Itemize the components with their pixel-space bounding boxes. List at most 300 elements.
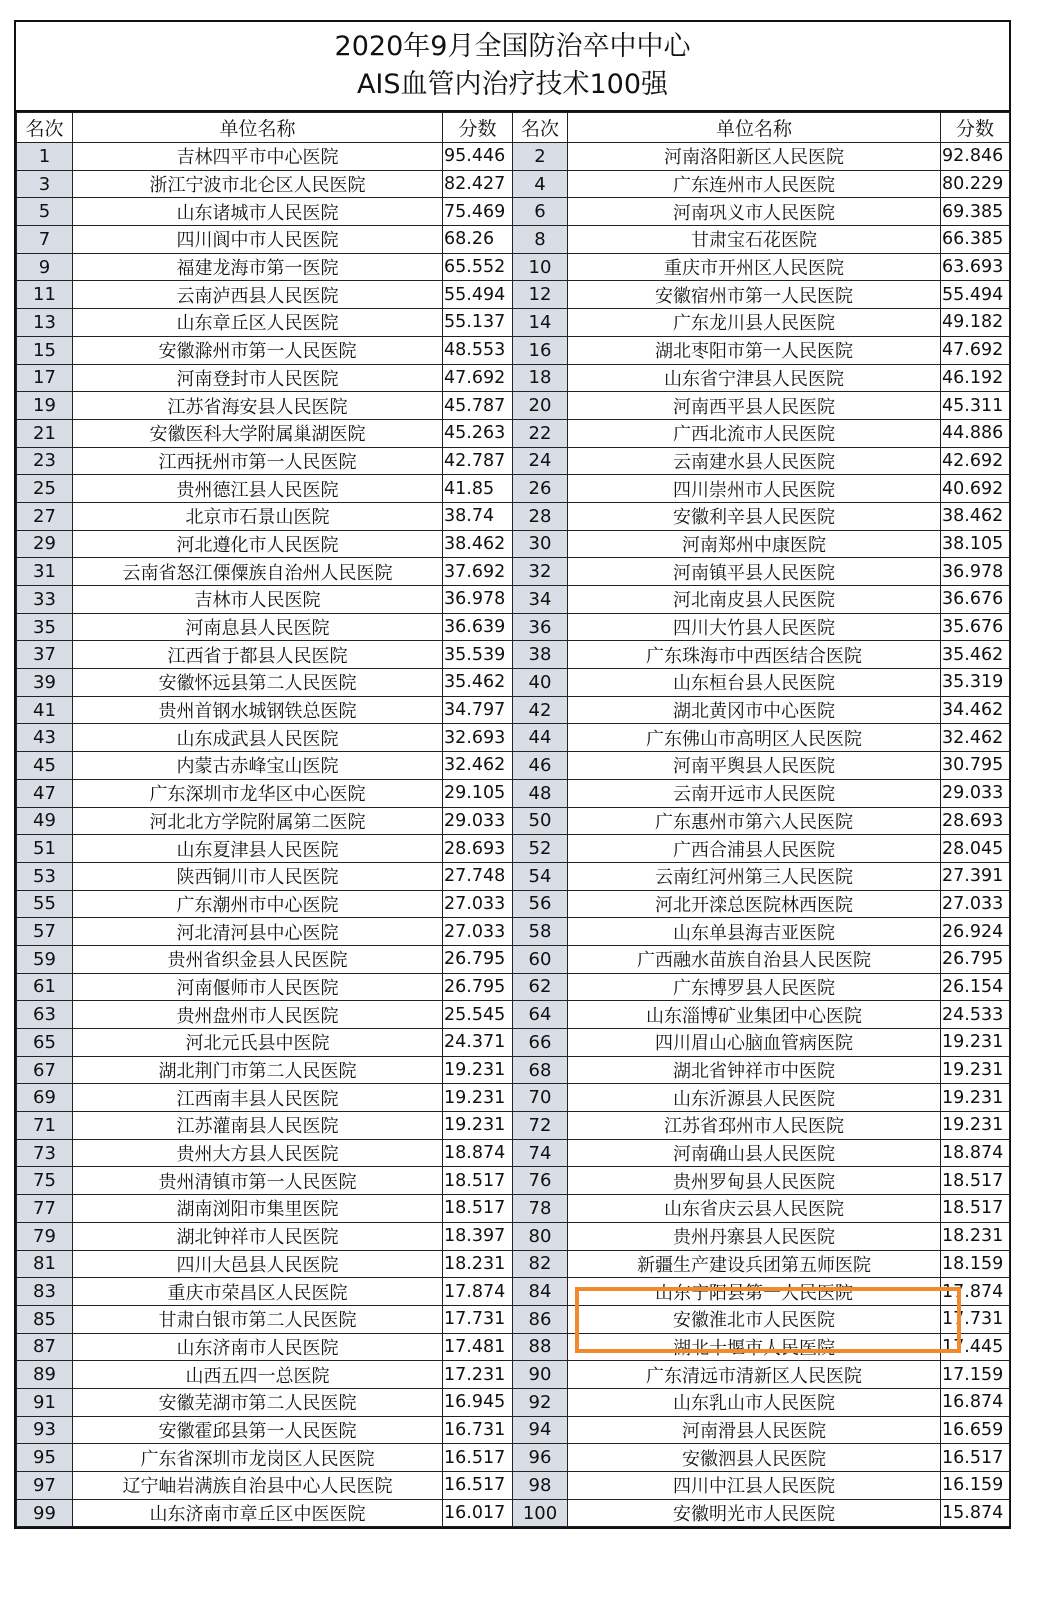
hospital-name-cell: 安徽霍邱县第一人民医院 bbox=[73, 1416, 443, 1444]
table-row bbox=[17, 226, 1010, 254]
rank-cell: 100 bbox=[513, 1499, 568, 1527]
score-cell: 42.787 bbox=[443, 447, 513, 475]
hospital-name-cell: 广东清远市清新区人民医院 bbox=[568, 1361, 941, 1389]
hospital-name-cell: 甘肃白银市第二人民医院 bbox=[73, 1305, 443, 1333]
rank-cell: 58 bbox=[513, 918, 568, 946]
hospital-name-cell: 四川大邑县人民医院 bbox=[73, 1250, 443, 1278]
hospital-name-cell: 陕西铜川市人民医院 bbox=[73, 862, 443, 890]
hospital-name-cell: 广东连州市人民医院 bbox=[568, 170, 941, 198]
rank-cell: 40 bbox=[513, 669, 568, 697]
rank-cell: 13 bbox=[17, 309, 73, 337]
rank-cell: 36 bbox=[513, 613, 568, 641]
score-cell: 35.676 bbox=[941, 613, 1010, 641]
table-row bbox=[17, 835, 1010, 863]
table-row bbox=[17, 1139, 1010, 1167]
score-cell: 80.229 bbox=[941, 170, 1010, 198]
hospital-name-cell: 安徽利辛县人民医院 bbox=[568, 502, 941, 530]
table-row bbox=[17, 558, 1010, 586]
score-cell: 63.693 bbox=[941, 253, 1010, 281]
score-cell: 32.693 bbox=[443, 724, 513, 752]
rank-cell: 2 bbox=[513, 143, 568, 171]
score-cell: 41.85 bbox=[443, 475, 513, 503]
score-cell: 18.517 bbox=[443, 1167, 513, 1195]
rank-cell: 11 bbox=[17, 281, 73, 309]
score-cell: 17.874 bbox=[941, 1278, 1010, 1306]
rank-cell: 89 bbox=[17, 1361, 73, 1389]
table-row bbox=[17, 1084, 1010, 1112]
score-cell: 75.469 bbox=[443, 198, 513, 226]
rank-cell: 81 bbox=[17, 1250, 73, 1278]
score-cell: 27.033 bbox=[443, 890, 513, 918]
score-cell: 45.787 bbox=[443, 392, 513, 420]
table-row bbox=[17, 1361, 1010, 1389]
score-cell: 19.231 bbox=[443, 1056, 513, 1084]
score-cell: 17.874 bbox=[443, 1278, 513, 1306]
score-cell: 42.692 bbox=[941, 447, 1010, 475]
rank-cell: 98 bbox=[513, 1472, 568, 1500]
table-row bbox=[17, 641, 1010, 669]
score-cell: 35.539 bbox=[443, 641, 513, 669]
rank-cell: 46 bbox=[513, 752, 568, 780]
rank-cell: 78 bbox=[513, 1195, 568, 1223]
score-cell: 66.385 bbox=[941, 226, 1010, 254]
score-cell: 19.231 bbox=[941, 1112, 1010, 1140]
score-cell: 18.231 bbox=[941, 1222, 1010, 1250]
hospital-name-cell: 河北元氏县中医院 bbox=[73, 1029, 443, 1057]
hospital-name-cell: 安徽泗县人民医院 bbox=[568, 1444, 941, 1472]
score-cell: 36.978 bbox=[443, 586, 513, 614]
table-row bbox=[17, 364, 1010, 392]
hospital-name-cell: 河北清河县中心医院 bbox=[73, 918, 443, 946]
rank-cell: 26 bbox=[513, 475, 568, 503]
score-cell: 44.886 bbox=[941, 419, 1010, 447]
table-row bbox=[17, 669, 1010, 697]
hospital-name-cell: 山东淄博矿业集团中心医院 bbox=[568, 1001, 941, 1029]
hospital-name-cell: 重庆市荣昌区人民医院 bbox=[73, 1278, 443, 1306]
hospital-name-cell: 江西省于都县人民医院 bbox=[73, 641, 443, 669]
table-row bbox=[17, 1333, 1010, 1361]
hospital-name-cell: 四川阆中市人民医院 bbox=[73, 226, 443, 254]
score-cell: 26.795 bbox=[941, 945, 1010, 973]
score-cell: 47.692 bbox=[443, 364, 513, 392]
hospital-name-cell: 山西五四一总医院 bbox=[73, 1361, 443, 1389]
hospital-name-cell: 广东龙川县人民医院 bbox=[568, 309, 941, 337]
score-cell: 17.231 bbox=[443, 1361, 513, 1389]
rank-cell: 37 bbox=[17, 641, 73, 669]
hospital-name-cell: 河南巩义市人民医院 bbox=[568, 198, 941, 226]
score-cell: 24.371 bbox=[443, 1029, 513, 1057]
score-cell: 28.045 bbox=[941, 835, 1010, 863]
hospital-name-cell: 山东省宁津县人民医院 bbox=[568, 364, 941, 392]
rank-cell: 44 bbox=[513, 724, 568, 752]
hospital-name-cell: 江西抚州市第一人民医院 bbox=[73, 447, 443, 475]
score-cell: 17.731 bbox=[941, 1305, 1010, 1333]
rank-cell: 62 bbox=[513, 973, 568, 1001]
hospital-name-cell: 江西南丰县人民医院 bbox=[73, 1084, 443, 1112]
hospital-name-cell: 山东夏津县人民医院 bbox=[73, 835, 443, 863]
rank-cell: 17 bbox=[17, 364, 73, 392]
table-row bbox=[17, 1001, 1010, 1029]
hospital-name-cell: 四川崇州市人民医院 bbox=[568, 475, 941, 503]
rank-cell: 34 bbox=[513, 586, 568, 614]
hospital-name-cell: 四川眉山心脑血管病医院 bbox=[568, 1029, 941, 1057]
rank-cell: 47 bbox=[17, 779, 73, 807]
rank-cell: 76 bbox=[513, 1167, 568, 1195]
hospital-name-cell: 河南息县人民医院 bbox=[73, 613, 443, 641]
rank-cell: 10 bbox=[513, 253, 568, 281]
hospital-name-cell: 辽宁岫岩满族自治县中心人民医院 bbox=[73, 1472, 443, 1500]
hospital-name-cell: 安徽淮北市人民医院 bbox=[568, 1305, 941, 1333]
score-cell: 35.462 bbox=[443, 669, 513, 697]
hospital-name-cell: 四川中江县人民医院 bbox=[568, 1472, 941, 1500]
score-cell: 26.795 bbox=[443, 945, 513, 973]
rank-cell: 38 bbox=[513, 641, 568, 669]
table-row bbox=[17, 281, 1010, 309]
rank-cell: 71 bbox=[17, 1112, 73, 1140]
hospital-name-cell: 贵州罗甸县人民医院 bbox=[568, 1167, 941, 1195]
rank-cell: 43 bbox=[17, 724, 73, 752]
table-row bbox=[17, 1250, 1010, 1278]
rank-cell: 87 bbox=[17, 1333, 73, 1361]
score-cell: 18.231 bbox=[443, 1250, 513, 1278]
rank-cell: 8 bbox=[513, 226, 568, 254]
hospital-name-cell: 河南镇平县人民医院 bbox=[568, 558, 941, 586]
hospital-name-cell: 广东潮州市中心医院 bbox=[73, 890, 443, 918]
header-name: 单位名称 bbox=[568, 113, 941, 143]
hospital-name-cell: 山东济南市人民医院 bbox=[73, 1333, 443, 1361]
hospital-name-cell: 广东省深圳市龙岗区人民医院 bbox=[73, 1444, 443, 1472]
hospital-name-cell: 广东佛山市高明区人民医院 bbox=[568, 724, 941, 752]
header-rank: 名次 bbox=[513, 113, 568, 143]
score-cell: 26.795 bbox=[443, 973, 513, 1001]
header-name: 单位名称 bbox=[73, 113, 443, 143]
score-cell: 55.494 bbox=[941, 281, 1010, 309]
score-cell: 19.231 bbox=[941, 1056, 1010, 1084]
hospital-name-cell: 湖北荆门市第二人民医院 bbox=[73, 1056, 443, 1084]
rank-cell: 15 bbox=[17, 336, 73, 364]
rank-cell: 16 bbox=[513, 336, 568, 364]
hospital-name-cell: 山东章丘区人民医院 bbox=[73, 309, 443, 337]
score-cell: 27.748 bbox=[443, 862, 513, 890]
rank-cell: 92 bbox=[513, 1388, 568, 1416]
score-cell: 55.137 bbox=[443, 309, 513, 337]
table-row bbox=[17, 752, 1010, 780]
hospital-name-cell: 贵州大方县人民医院 bbox=[73, 1139, 443, 1167]
hospital-name-cell: 山东宁阳县第一人民医院 bbox=[568, 1278, 941, 1306]
table-row bbox=[17, 1388, 1010, 1416]
hospital-name-cell: 河北南皮县人民医院 bbox=[568, 586, 941, 614]
rank-cell: 5 bbox=[17, 198, 73, 226]
rank-cell: 55 bbox=[17, 890, 73, 918]
table-row bbox=[17, 1305, 1010, 1333]
hospital-name-cell: 湖北十堰市人民医院 bbox=[568, 1333, 941, 1361]
score-cell: 47.692 bbox=[941, 336, 1010, 364]
table-row bbox=[17, 724, 1010, 752]
hospital-name-cell: 江苏灌南县人民医院 bbox=[73, 1112, 443, 1140]
table-row bbox=[17, 475, 1010, 503]
hospital-name-cell: 广西合浦县人民医院 bbox=[568, 835, 941, 863]
hospital-name-cell: 河南洛阳新区人民医院 bbox=[568, 143, 941, 171]
score-cell: 18.397 bbox=[443, 1222, 513, 1250]
score-cell: 16.517 bbox=[443, 1472, 513, 1500]
hospital-name-cell: 贵州省织金县人民医院 bbox=[73, 945, 443, 973]
rank-cell: 99 bbox=[17, 1499, 73, 1527]
table-row bbox=[17, 1222, 1010, 1250]
rank-cell: 6 bbox=[513, 198, 568, 226]
score-cell: 17.731 bbox=[443, 1305, 513, 1333]
hospital-name-cell: 湖北枣阳市第一人民医院 bbox=[568, 336, 941, 364]
table-row bbox=[17, 779, 1010, 807]
rank-cell: 90 bbox=[513, 1361, 568, 1389]
hospital-name-cell: 山东成武县人民医院 bbox=[73, 724, 443, 752]
ranking-table bbox=[16, 112, 1010, 1527]
table-row bbox=[17, 1472, 1010, 1500]
hospital-name-cell: 山东桓台县人民医院 bbox=[568, 669, 941, 697]
score-cell: 17.159 bbox=[941, 1361, 1010, 1389]
score-cell: 49.182 bbox=[941, 309, 1010, 337]
table-row bbox=[17, 1416, 1010, 1444]
rank-cell: 18 bbox=[513, 364, 568, 392]
table-row bbox=[17, 862, 1010, 890]
hospital-name-cell: 湖北黄冈市中心医院 bbox=[568, 696, 941, 724]
score-cell: 68.26 bbox=[443, 226, 513, 254]
rank-cell: 88 bbox=[513, 1333, 568, 1361]
hospital-name-cell: 山东乳山市人民医院 bbox=[568, 1388, 941, 1416]
table-row bbox=[17, 586, 1010, 614]
table-row bbox=[17, 890, 1010, 918]
score-cell: 18.874 bbox=[443, 1139, 513, 1167]
table-row bbox=[17, 1499, 1010, 1527]
hospital-name-cell: 贵州盘州市人民医院 bbox=[73, 1001, 443, 1029]
score-cell: 65.552 bbox=[443, 253, 513, 281]
score-cell: 32.462 bbox=[443, 752, 513, 780]
hospital-name-cell: 福建龙海市第一医院 bbox=[73, 253, 443, 281]
score-cell: 19.231 bbox=[941, 1029, 1010, 1057]
hospital-name-cell: 江苏省邳州市人民医院 bbox=[568, 1112, 941, 1140]
rank-cell: 69 bbox=[17, 1084, 73, 1112]
score-cell: 16.517 bbox=[941, 1444, 1010, 1472]
hospital-name-cell: 湖北省钟祥市中医院 bbox=[568, 1056, 941, 1084]
score-cell: 19.231 bbox=[443, 1112, 513, 1140]
score-cell: 36.639 bbox=[443, 613, 513, 641]
header-score: 分数 bbox=[443, 113, 513, 143]
header-row bbox=[17, 113, 1010, 143]
table-row bbox=[17, 198, 1010, 226]
hospital-name-cell: 甘肃宝石花医院 bbox=[568, 226, 941, 254]
rank-cell: 3 bbox=[17, 170, 73, 198]
table-row bbox=[17, 807, 1010, 835]
score-cell: 46.192 bbox=[941, 364, 1010, 392]
score-cell: 35.462 bbox=[941, 641, 1010, 669]
hospital-name-cell: 内蒙古赤峰宝山医院 bbox=[73, 752, 443, 780]
rank-cell: 80 bbox=[513, 1222, 568, 1250]
score-cell: 45.263 bbox=[443, 419, 513, 447]
score-cell: 34.797 bbox=[443, 696, 513, 724]
score-cell: 18.517 bbox=[941, 1195, 1010, 1223]
score-cell: 16.945 bbox=[443, 1388, 513, 1416]
hospital-name-cell: 山东济南市章丘区中医医院 bbox=[73, 1499, 443, 1527]
table-row bbox=[17, 530, 1010, 558]
hospital-name-cell: 山东省庆云县人民医院 bbox=[568, 1195, 941, 1223]
hospital-name-cell: 广东博罗县人民医院 bbox=[568, 973, 941, 1001]
score-cell: 36.978 bbox=[941, 558, 1010, 586]
score-cell: 92.846 bbox=[941, 143, 1010, 171]
rank-cell: 42 bbox=[513, 696, 568, 724]
hospital-name-cell: 云南省怒江傈僳族自治州人民医院 bbox=[73, 558, 443, 586]
hospital-name-cell: 河南西平县人民医院 bbox=[568, 392, 941, 420]
hospital-name-cell: 广东深圳市龙华区中心医院 bbox=[73, 779, 443, 807]
table-row bbox=[17, 918, 1010, 946]
rank-cell: 97 bbox=[17, 1472, 73, 1500]
score-cell: 29.033 bbox=[941, 779, 1010, 807]
score-cell: 16.731 bbox=[443, 1416, 513, 1444]
score-cell: 15.874 bbox=[941, 1499, 1010, 1527]
rank-cell: 7 bbox=[17, 226, 73, 254]
hospital-name-cell: 河南滑县人民医院 bbox=[568, 1416, 941, 1444]
rank-cell: 35 bbox=[17, 613, 73, 641]
score-cell: 26.924 bbox=[941, 918, 1010, 946]
score-cell: 45.311 bbox=[941, 392, 1010, 420]
header-rank: 名次 bbox=[17, 113, 73, 143]
rank-cell: 20 bbox=[513, 392, 568, 420]
rank-cell: 41 bbox=[17, 696, 73, 724]
rank-cell: 70 bbox=[513, 1084, 568, 1112]
table-row bbox=[17, 143, 1010, 171]
hospital-name-cell: 安徽芜湖市第二人民医院 bbox=[73, 1388, 443, 1416]
score-cell: 38.74 bbox=[443, 502, 513, 530]
score-cell: 17.445 bbox=[941, 1333, 1010, 1361]
rank-cell: 57 bbox=[17, 918, 73, 946]
rank-cell: 94 bbox=[513, 1416, 568, 1444]
hospital-name-cell: 云南红河州第三人民医院 bbox=[568, 862, 941, 890]
rank-cell: 67 bbox=[17, 1056, 73, 1084]
hospital-name-cell: 安徽医科大学附属巢湖医院 bbox=[73, 419, 443, 447]
hospital-name-cell: 贵州首钢水城钢铁总医院 bbox=[73, 696, 443, 724]
score-cell: 16.017 bbox=[443, 1499, 513, 1527]
rank-cell: 14 bbox=[513, 309, 568, 337]
hospital-name-cell: 安徽宿州市第一人民医院 bbox=[568, 281, 941, 309]
score-cell: 16.659 bbox=[941, 1416, 1010, 1444]
score-cell: 16.517 bbox=[443, 1444, 513, 1472]
rank-cell: 54 bbox=[513, 862, 568, 890]
score-cell: 18.874 bbox=[941, 1139, 1010, 1167]
hospital-name-cell: 广东惠州市第六人民医院 bbox=[568, 807, 941, 835]
hospital-name-cell: 贵州德江县人民医院 bbox=[73, 475, 443, 503]
title-line-1: 2020年9月全国防治卒中中心 bbox=[334, 31, 691, 62]
hospital-name-cell: 湖南浏阳市集里医院 bbox=[73, 1195, 443, 1223]
rank-cell: 49 bbox=[17, 807, 73, 835]
hospital-name-cell: 广西融水苗族自治县人民医院 bbox=[568, 945, 941, 973]
hospital-name-cell: 吉林市人民医院 bbox=[73, 586, 443, 614]
rank-cell: 91 bbox=[17, 1388, 73, 1416]
score-cell: 27.033 bbox=[443, 918, 513, 946]
score-cell: 17.481 bbox=[443, 1333, 513, 1361]
table-row bbox=[17, 696, 1010, 724]
rank-cell: 83 bbox=[17, 1278, 73, 1306]
rank-cell: 73 bbox=[17, 1139, 73, 1167]
hospital-name-cell: 贵州丹寨县人民医院 bbox=[568, 1222, 941, 1250]
score-cell: 34.462 bbox=[941, 696, 1010, 724]
rank-cell: 22 bbox=[513, 419, 568, 447]
rank-cell: 56 bbox=[513, 890, 568, 918]
rank-cell: 52 bbox=[513, 835, 568, 863]
rank-cell: 32 bbox=[513, 558, 568, 586]
score-cell: 48.553 bbox=[443, 336, 513, 364]
score-cell: 28.693 bbox=[941, 807, 1010, 835]
hospital-name-cell: 山东沂源县人民医院 bbox=[568, 1084, 941, 1112]
table-row bbox=[17, 1056, 1010, 1084]
table-row bbox=[17, 1278, 1010, 1306]
hospital-name-cell: 北京市石景山医院 bbox=[73, 502, 443, 530]
rank-cell: 25 bbox=[17, 475, 73, 503]
rank-cell: 9 bbox=[17, 253, 73, 281]
hospital-name-cell: 贵州清镇市第一人民医院 bbox=[73, 1167, 443, 1195]
score-cell: 16.159 bbox=[941, 1472, 1010, 1500]
hospital-name-cell: 河南确山县人民医院 bbox=[568, 1139, 941, 1167]
hospital-name-cell: 新疆生产建设兵团第五师医院 bbox=[568, 1250, 941, 1278]
hospital-name-cell: 云南泸西县人民医院 bbox=[73, 281, 443, 309]
rank-cell: 60 bbox=[513, 945, 568, 973]
rank-cell: 29 bbox=[17, 530, 73, 558]
rank-cell: 59 bbox=[17, 945, 73, 973]
rank-cell: 96 bbox=[513, 1444, 568, 1472]
rank-cell: 28 bbox=[513, 502, 568, 530]
table-row bbox=[17, 170, 1010, 198]
table-row bbox=[17, 1029, 1010, 1057]
rank-cell: 23 bbox=[17, 447, 73, 475]
score-cell: 27.033 bbox=[941, 890, 1010, 918]
rank-cell: 86 bbox=[513, 1305, 568, 1333]
score-cell: 16.874 bbox=[941, 1388, 1010, 1416]
hospital-name-cell: 河北开滦总医院林西医院 bbox=[568, 890, 941, 918]
score-cell: 38.105 bbox=[941, 530, 1010, 558]
table-row bbox=[17, 1444, 1010, 1472]
table-row bbox=[17, 973, 1010, 1001]
rank-cell: 27 bbox=[17, 502, 73, 530]
rank-cell: 1 bbox=[17, 143, 73, 171]
hospital-name-cell: 河南登封市人民医院 bbox=[73, 364, 443, 392]
hospital-name-cell: 河南平舆县人民医院 bbox=[568, 752, 941, 780]
rank-cell: 33 bbox=[17, 586, 73, 614]
rank-cell: 30 bbox=[513, 530, 568, 558]
hospital-name-cell: 安徽怀远县第二人民医院 bbox=[73, 669, 443, 697]
hospital-name-cell: 山东诸城市人民医院 bbox=[73, 198, 443, 226]
hospital-name-cell: 安徽明光市人民医院 bbox=[568, 1499, 941, 1527]
rank-cell: 68 bbox=[513, 1056, 568, 1084]
table-row bbox=[17, 447, 1010, 475]
table-row bbox=[17, 613, 1010, 641]
rank-cell: 50 bbox=[513, 807, 568, 835]
table-row bbox=[17, 392, 1010, 420]
rank-cell: 85 bbox=[17, 1305, 73, 1333]
rank-cell: 61 bbox=[17, 973, 73, 1001]
score-cell: 36.676 bbox=[941, 586, 1010, 614]
rank-cell: 63 bbox=[17, 1001, 73, 1029]
hospital-name-cell: 江苏省海安县人民医院 bbox=[73, 392, 443, 420]
table-row bbox=[17, 419, 1010, 447]
rank-cell: 93 bbox=[17, 1416, 73, 1444]
rank-cell: 12 bbox=[513, 281, 568, 309]
score-cell: 28.693 bbox=[443, 835, 513, 863]
score-cell: 26.154 bbox=[941, 973, 1010, 1001]
hospital-name-cell: 云南建水县人民医院 bbox=[568, 447, 941, 475]
rank-cell: 66 bbox=[513, 1029, 568, 1057]
table-row bbox=[17, 502, 1010, 530]
rank-cell: 21 bbox=[17, 419, 73, 447]
score-cell: 37.692 bbox=[443, 558, 513, 586]
hospital-name-cell: 广西北流市人民医院 bbox=[568, 419, 941, 447]
table-title bbox=[16, 22, 1009, 112]
